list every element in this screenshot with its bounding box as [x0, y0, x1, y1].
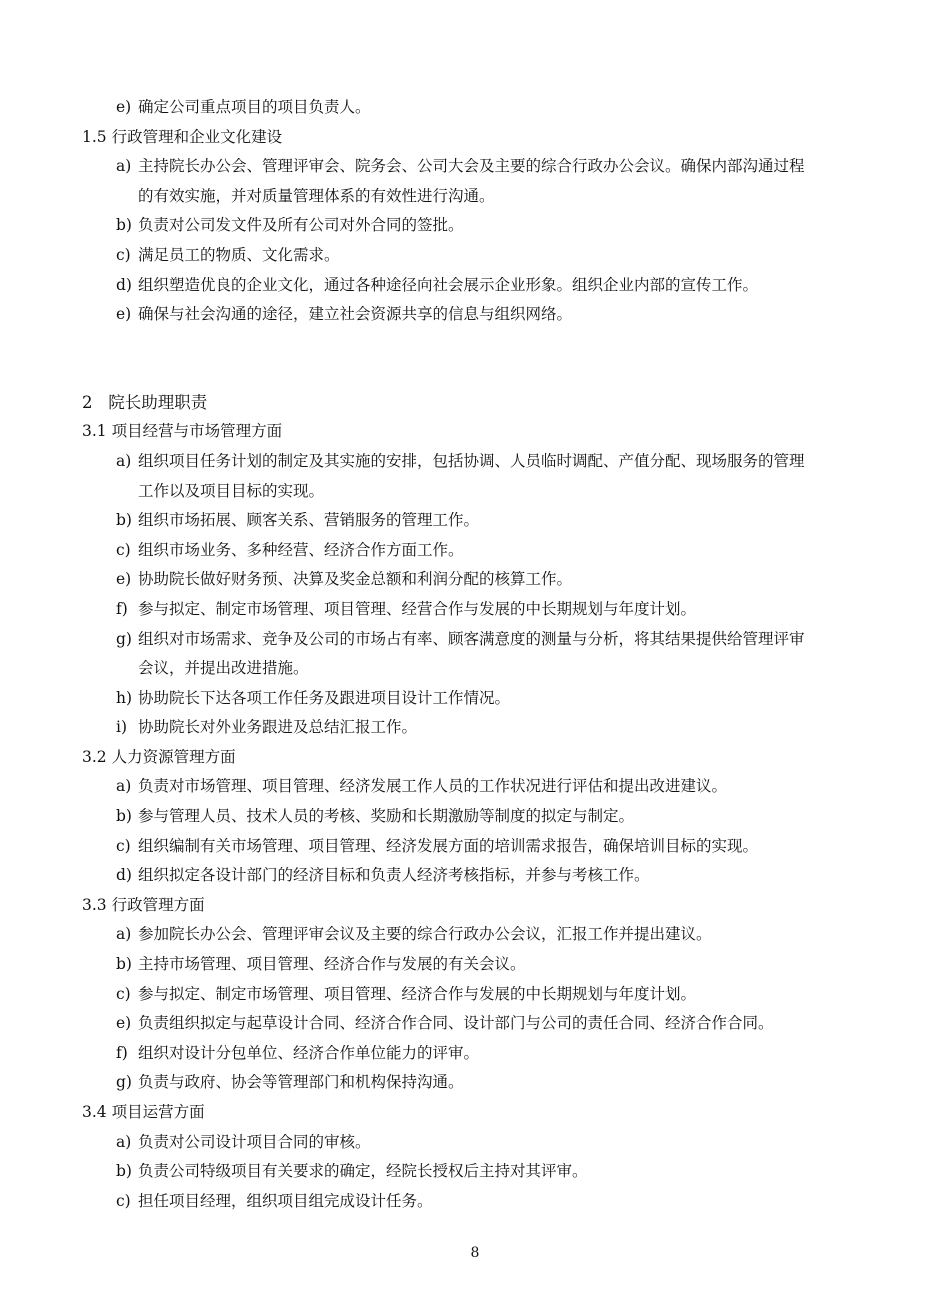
- section-heading: [0, 743, 950, 773]
- list-item: [0, 802, 950, 832]
- list-marker: a): [116, 777, 132, 796]
- line-text: 参与拟定、制定市场管理、项目管理、经营合作与发展的中长期规划与年度计划。: [138, 599, 697, 618]
- line-text: 组织塑造优良的企业文化，通过各种途径向社会展示企业形象。组织企业内部的宣传工作。: [138, 275, 759, 294]
- line-text: 负责公司特级项目有关要求的确定，经院长授权后主持对其评审。: [138, 1162, 588, 1181]
- list-marker: e): [116, 1014, 132, 1033]
- line-text: 参与拟定、制定市场管理、项目管理、经济合作与发展的中长期规划与年度计划。: [138, 984, 697, 1003]
- list-marker: b): [116, 216, 132, 235]
- list-marker: f): [116, 1043, 128, 1062]
- list-item: [0, 861, 950, 891]
- list-marker: b): [116, 955, 132, 974]
- list-marker: b): [116, 807, 132, 826]
- line-text: 负责与政府、协会等管理部门和机构保持沟通。: [138, 1073, 464, 1092]
- list-item: [0, 536, 950, 566]
- line-text: 工作以及项目目标的实现。: [138, 481, 325, 500]
- section-heading: [0, 123, 950, 153]
- line-text: 协助院长对外业务跟进及总结汇报工作。: [138, 718, 418, 737]
- list-item-continuation: [0, 477, 950, 507]
- list-item: [0, 713, 950, 743]
- list-item: [0, 447, 950, 477]
- list-item: [0, 300, 950, 330]
- line-text: 确定公司重点项目的项目负责人。: [138, 98, 371, 116]
- list-marker: e): [116, 570, 132, 589]
- line-text: 组织拟定各设计部门的经济目标和负责人经济考核指标，并参与考核工作。: [138, 866, 650, 885]
- list-item: [0, 950, 950, 980]
- line-text: 确保与社会沟通的途径，建立社会资源共享的信息与组织网络。: [138, 305, 573, 324]
- list-marker: e): [116, 305, 132, 324]
- list-item-continuation: [0, 654, 950, 684]
- section-heading: [0, 417, 950, 447]
- list-item: [0, 1187, 950, 1217]
- line-text: 3.3 行政管理方面: [82, 895, 205, 914]
- list-item: [0, 980, 950, 1010]
- list-marker: a): [116, 1132, 132, 1151]
- list-item: [0, 1128, 950, 1158]
- list-item: [0, 1157, 950, 1187]
- line-text: 主持市场管理、项目管理、经济合作与发展的有关会议。: [138, 955, 526, 974]
- list-item: [0, 1068, 950, 1098]
- list-item: [0, 920, 950, 950]
- list-marker: c): [116, 836, 131, 855]
- line-text: 参与管理人员、技术人员的考核、奖励和长期激励等制度的拟定与制定。: [138, 807, 635, 826]
- chapter-heading: [0, 388, 950, 418]
- line-text: 3.1 项目经营与市场管理方面: [82, 422, 283, 441]
- line-text: 负责组织拟定与起草设计合同、经济合作合同、设计部门与公司的责任合同、经济合作合同。: [138, 1014, 774, 1033]
- list-marker: g): [116, 1073, 132, 1092]
- line-text: 3.4 项目运营方面: [82, 1103, 205, 1121]
- line-text: 1.5 行政管理和企业文化建设: [82, 127, 283, 146]
- list-item: [0, 271, 950, 301]
- list-marker: a): [116, 925, 132, 944]
- line-text: 负责对公司发文件及所有公司对外合同的签批。: [138, 216, 464, 235]
- line-text: 满足员工的物质、文化需求。: [138, 245, 340, 264]
- list-marker: b): [116, 1162, 132, 1181]
- line-text: 负责对市场管理、项目管理、经济发展工作人员的工作状况进行评估和提出改进建议。: [138, 777, 728, 796]
- line-text: 会议，并提出改进措施。: [138, 659, 309, 678]
- line-text: 3.2 人力资源管理方面: [82, 747, 236, 766]
- list-marker: a): [116, 157, 132, 176]
- list-item-continuation: [0, 182, 950, 212]
- list-item: [0, 241, 950, 271]
- list-marker: d): [116, 866, 132, 885]
- line-text: 组织项目任务计划的制定及其实施的安排，包括协调、人员临时调配、产值分配、现场服务的管理: [138, 451, 805, 470]
- line-text: 组织对市场需求、竞争及公司的市场占有率、顾客满意度的测量与分析，将其结果提供给管理评审: [138, 629, 805, 648]
- list-item: [0, 1009, 950, 1039]
- line-text: 担任项目经理，组织项目组完成设计任务。: [138, 1191, 433, 1210]
- list-item: [0, 595, 950, 625]
- line-text: 协助院长做好财务预、决算及奖金总额和利润分配的核算工作。: [138, 570, 573, 589]
- line-text: 参加院长办公会、管理评审会议及主要的综合行政办公会议，汇报工作并提出建议。: [138, 925, 712, 944]
- line-text: 负责对公司设计项目合同的审核。: [138, 1132, 371, 1151]
- list-item: [0, 565, 950, 595]
- list-item: [0, 506, 950, 536]
- list-marker: g): [116, 629, 132, 648]
- line-text: 协助院长下达各项工作任务及跟进项目设计工作情况。: [138, 688, 511, 707]
- section-heading: [0, 1098, 950, 1128]
- section-heading: [0, 891, 950, 921]
- list-marker: c): [116, 245, 131, 264]
- list-marker: h): [116, 688, 133, 707]
- list-marker: d): [116, 275, 132, 294]
- list-item: [0, 93, 950, 123]
- list-item: [0, 684, 950, 714]
- list-marker: b): [116, 511, 132, 530]
- section-spacer: [0, 330, 950, 388]
- document-body: [0, 93, 950, 1216]
- list-marker: c): [116, 984, 131, 1003]
- line-text: 2 院长助理职责: [82, 392, 208, 412]
- list-item: [0, 772, 950, 802]
- line-text: 组织市场拓展、顾客关系、营销服务的管理工作。: [138, 511, 480, 530]
- list-marker: f): [116, 599, 128, 618]
- list-item: [0, 152, 950, 182]
- line-text: 组织对设计分包单位、经济合作单位能力的评审。: [138, 1043, 480, 1062]
- list-marker: a): [116, 451, 132, 470]
- line-text: 组织市场业务、多种经营、经济合作方面工作。: [138, 540, 464, 559]
- line-text: 的有效实施，并对质量管理体系的有效性进行沟通。: [138, 186, 495, 205]
- page-number: 8: [470, 1245, 480, 1261]
- line-text: 主持院长办公会、管理评审会、院务会、公司大会及主要的综合行政办公会议。确保内部沟通过程: [138, 157, 805, 176]
- list-item: [0, 625, 950, 655]
- list-item: [0, 1039, 950, 1069]
- line-text: 组织编制有关市场管理、项目管理、经济发展方面的培训需求报告，确保培训目标的实现。: [138, 836, 759, 855]
- list-marker: i): [116, 718, 128, 737]
- list-marker: c): [116, 540, 131, 559]
- list-item: [0, 832, 950, 862]
- list-marker: c): [116, 1191, 131, 1210]
- list-marker: e): [116, 98, 132, 116]
- list-item: [0, 211, 950, 241]
